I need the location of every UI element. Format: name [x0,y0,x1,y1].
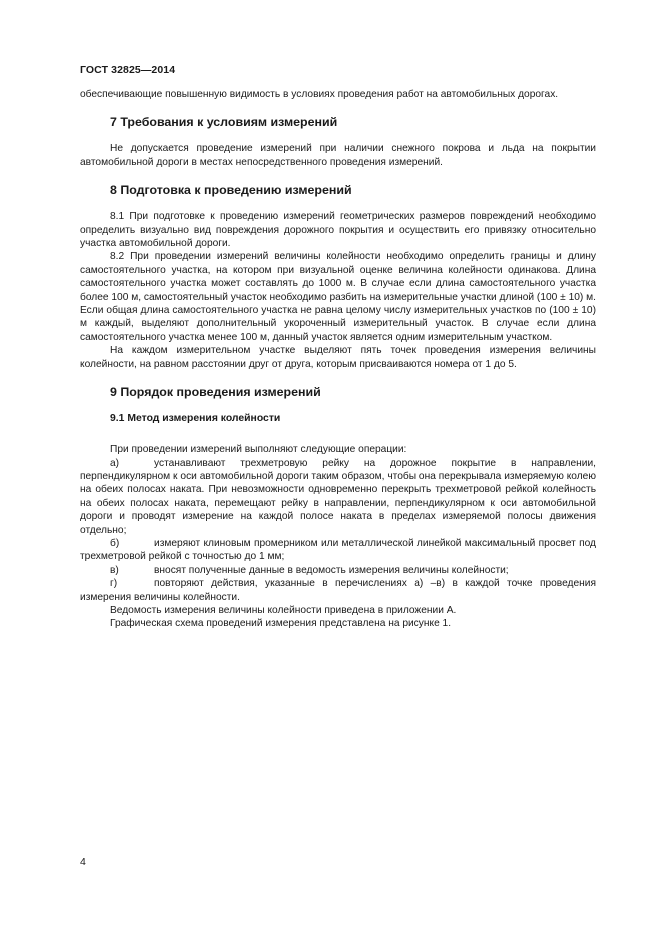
section-8-paragraph-2: 8.2 При проведении измерений величины колейности необходимо определить границы и длину самостоятельного участка, на котором при визуальной оценке величина колейности одинакова. Длина самостоятельного участка может составлять до 1000 м. В случае если длина самостоятельного участка более 100 м, самостоятельный участок необходимо разбить на измерительные участки длиной (100 ± 10) м. Если общая длина самостоятельного участка не равна целому числу измерительных участков по (100 ± 10) м каждый, выделяют дополнительный укороченный измерительный участок. В случае если длина самостоятельного участка менее 100 м, данный участок является одним измерительным участком. [80,251,596,343]
list-item [80,457,596,537]
list-item [80,564,596,577]
list-marker: г) [110,578,118,590]
section-8-paragraph-3: На каждом измерительном участке выделяют пять точек проведения измерения величины колейности, на равном расстоянии друг от друга, которым присваиваются номера от 1 до 5. [80,345,596,370]
document-body [80,88,596,631]
section-9-intro: При проведении измерений выполняют следующие операции: [110,444,407,456]
appendix-reference: Ведомость измерения величины колейности приведена в приложении А. [110,604,457,616]
list-item-text: измеряют клиновым промерником или металлической линейкой максимальный просвет под трехметровой рейкой с точностью до 1 мм; [80,537,596,563]
section-7-title: 7 Требования к условиям измерений [110,115,338,130]
subsection-9-1-title: 9.1 Метод измерения колейности [110,413,281,425]
list-marker: в) [110,564,119,576]
page-number: 4 [80,856,86,868]
continuation-text: обеспечивающие повышенную видимость в условиях проведения работ на автомобильных дорогах. [80,89,559,100]
list-item-text: вносят полученные данные в ведомость измерения величины колейности; [154,564,509,576]
section-8-title: 8 Подготовка к проведению измерений [110,183,352,198]
section-8-paragraph-1: 8.1 При подготовке к проведению измерений геометрических размеров повреждений необходимо определить визуально вид повреждения дорожного покрытия и осуществить его привязку относительно участка автомобильной дороги. [80,211,596,250]
list-item [80,537,596,564]
list-item-text: устанавливают трехметровую рейку на дорожное покрытие в направлении, перпендикулярном к оси автомобильной дороги таким образом, чтобы она перекрывала измеряемую колею на обеих полосах наката. При невозможности одновременно перекрыть трехметровой рейкой колейность на обеих полосах наката, перемещают рейку в направлении, перпендикулярном к оси автомобильной дороги и проводят измерение на каждой полосе наката в пределах измеряемой полосы движения отдельно; [80,457,596,536]
section-9-title: 9 Порядок проведения измерений [110,385,321,400]
list-marker: б) [110,537,120,549]
list-item [80,577,596,604]
section-7-paragraph: Не допускается проведение измерений при наличии снежного покрова и льда на покрытии автомобильной дороги в местах непосредственного проведения измерений. [80,143,596,168]
document-header: ГОСТ 32825—2014 [80,64,176,76]
list-marker: а) [110,457,120,469]
list-item-text: повторяют действия, указанные в перечислениях а) –в) в каждой точке проведения измерения величины колейности. [80,578,596,603]
figure-reference: Графическая схема проведений измерения представлена на рисунке 1. [110,618,452,630]
